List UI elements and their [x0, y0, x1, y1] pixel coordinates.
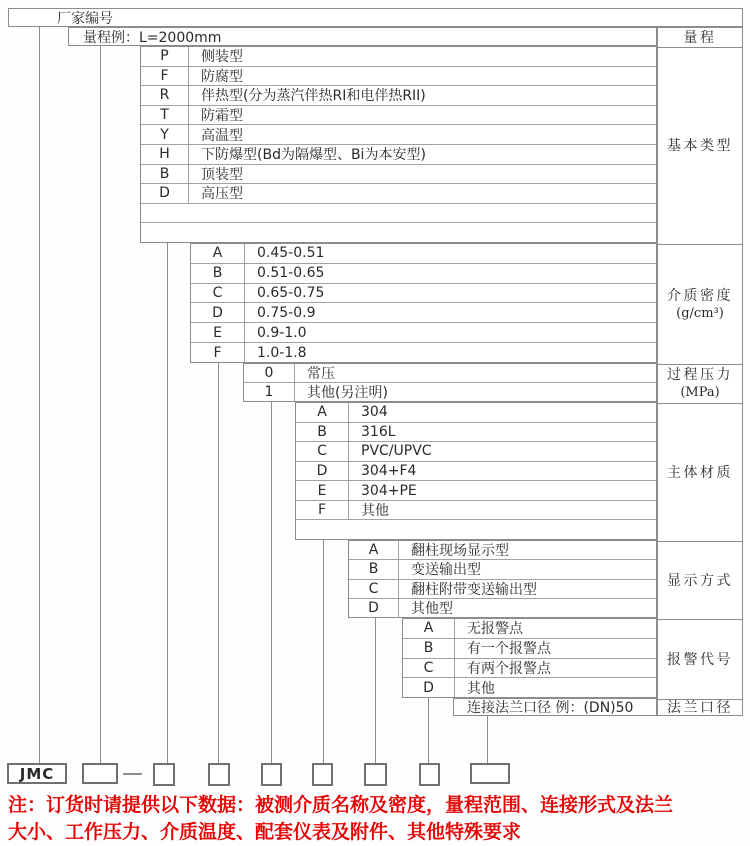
option-code: B [296, 423, 349, 442]
option-desc: PVC/UPVC [361, 443, 432, 460]
option-desc: 有一个报警点 [467, 641, 551, 658]
section-label-display-mode [658, 541, 742, 619]
connector-line-range [100, 46, 101, 763]
connector-line-display [375, 618, 376, 763]
option-code: C [191, 284, 245, 303]
code-box-alarm [419, 763, 440, 786]
table-row-empty [296, 519, 656, 539]
option-desc: 304+F4 [361, 463, 417, 480]
option-code: A [349, 541, 399, 559]
option-desc: 防霜型 [201, 108, 243, 125]
range-example-text: 量程例：L=2000mm [83, 29, 222, 46]
option-code: E [191, 323, 245, 342]
table-row [191, 342, 656, 362]
option-code: D [349, 599, 399, 617]
option-code: B [349, 560, 399, 578]
option-code: F [296, 501, 349, 520]
option-code: 0 [244, 364, 295, 382]
option-desc: 304+PE [361, 482, 417, 499]
medium-density-table [190, 243, 657, 363]
table-row [141, 124, 656, 144]
option-desc: 防腐型 [201, 68, 243, 85]
connector-line-pressure [271, 402, 272, 763]
model-prefix-box [7, 763, 67, 784]
option-desc: 0.9-1.0 [257, 324, 307, 341]
section-label-text: 报警代号 [667, 651, 733, 668]
option-desc: 下防爆型(Bd为隔爆型、Bi为本安型) [201, 147, 426, 164]
section-label-process-pressure [658, 364, 742, 403]
basic-type-table [140, 46, 657, 243]
option-code: Y [141, 125, 189, 144]
option-code: E [296, 481, 349, 500]
section-label-text: 基本类型 [667, 138, 733, 154]
connector-line-flange [487, 716, 488, 763]
option-desc: 翻柱现场显示型 [411, 543, 509, 560]
table-row [349, 579, 656, 598]
section-label-unit: (g/cm³) [676, 305, 724, 321]
flange-size-text: 连接法兰口径 例：(DN)50 [467, 700, 634, 716]
table-row [141, 66, 656, 86]
section-label-text: 显示方式 [667, 572, 733, 589]
section-label-text: 法兰口径 [667, 699, 733, 716]
option-code: B [141, 165, 189, 184]
option-code: C [349, 580, 399, 598]
table-row [244, 382, 656, 401]
table-row [296, 441, 656, 461]
section-label-text: 过程压力 [667, 367, 733, 383]
option-desc: 0.65-0.75 [257, 285, 325, 302]
section-label-basic-type [658, 47, 742, 244]
table-row [403, 658, 656, 678]
table-row [349, 541, 656, 559]
section-label-text: 主体材质 [667, 464, 733, 481]
table-row [296, 480, 656, 500]
code-box-flange [470, 763, 510, 784]
option-desc: 常压 [307, 366, 335, 382]
section-label-range [658, 28, 742, 47]
code-dash-separator [123, 773, 142, 775]
option-desc: 0.75-0.9 [257, 304, 316, 321]
table-row [349, 559, 656, 578]
option-code: D [296, 462, 349, 481]
option-code: 1 [244, 383, 295, 401]
alarm-code-table [402, 618, 657, 698]
option-code: D [403, 678, 455, 697]
table-row [296, 403, 656, 422]
flange-size-row [453, 698, 657, 716]
code-box-range [82, 763, 118, 784]
table-row [191, 283, 656, 303]
option-code: H [141, 145, 189, 164]
option-code: A [403, 619, 455, 638]
option-desc: 顶装型 [201, 166, 243, 183]
option-desc: 变送输出型 [411, 562, 481, 579]
table-row-empty [141, 203, 656, 223]
code-box-pressure [261, 763, 282, 786]
table-row [141, 164, 656, 184]
code-box-material [312, 763, 333, 786]
option-code: D [141, 184, 189, 203]
display-mode-table [348, 540, 657, 618]
connector-line-alarm [428, 698, 429, 763]
model-prefix-text: JMC [19, 764, 55, 783]
option-code: B [403, 639, 455, 658]
option-code: D [191, 303, 245, 322]
option-code: R [141, 86, 189, 105]
option-desc: 0.45-0.51 [257, 245, 325, 262]
table-row [191, 302, 656, 322]
range-row [68, 27, 657, 46]
option-code: B [191, 264, 245, 283]
code-box-density [208, 763, 230, 786]
process-pressure-table [243, 363, 657, 402]
table-row [141, 105, 656, 125]
table-row [141, 85, 656, 105]
option-code: F [141, 67, 189, 86]
table-row [141, 47, 656, 66]
option-desc: 侧装型 [201, 49, 243, 66]
table-row [191, 263, 656, 283]
code-box-display [364, 763, 387, 786]
option-code: C [403, 659, 455, 678]
section-label-alarm-code [658, 619, 742, 699]
manufacturer-number-row [8, 8, 743, 27]
option-desc: 高温型 [201, 127, 243, 144]
section-label-text: 介质密度 [667, 287, 733, 304]
option-desc: 其他型 [411, 600, 453, 617]
option-desc: 其他 [361, 503, 389, 520]
option-code: T [141, 106, 189, 125]
connector-line-basic-type [167, 243, 168, 763]
option-desc: 无报警点 [467, 621, 523, 638]
option-desc: 伴热型(分为蒸汽伴热RI和电伴热RII) [201, 88, 426, 105]
connector-line-material [323, 540, 324, 763]
option-desc: 有两个报警点 [467, 660, 551, 677]
option-desc: 其他(另注明) [307, 385, 388, 401]
option-desc: 1.0-1.8 [257, 344, 307, 361]
option-desc: 其他 [467, 680, 495, 697]
option-code: P [141, 47, 189, 66]
table-row [296, 461, 656, 481]
option-code: C [296, 442, 349, 461]
table-row-empty [141, 222, 656, 242]
manufacturer-number-label: 厂家编号 [57, 10, 113, 27]
table-row [403, 638, 656, 658]
table-row [141, 183, 656, 203]
table-row [403, 619, 656, 638]
option-code: F [191, 343, 245, 362]
section-label-unit: (MPa) [680, 385, 720, 400]
option-desc: 304 [361, 404, 388, 421]
option-code: A [191, 244, 245, 263]
connector-line-density [218, 363, 219, 763]
option-desc: 316L [361, 423, 396, 440]
table-row [349, 598, 656, 617]
table-row [244, 364, 656, 382]
option-code: A [296, 403, 349, 422]
option-desc: 0.51-0.65 [257, 265, 325, 282]
code-box-basic-type [153, 763, 175, 786]
option-desc: 翻柱附带变送输出型 [411, 581, 537, 598]
section-label-medium-density [658, 244, 742, 364]
connector-line-manufacturer [39, 27, 40, 763]
ordering-note-line2: 大小、工作压力、介质温度、配套仪表及附件、其他特殊要求 [8, 821, 522, 843]
table-row [191, 322, 656, 342]
ordering-note-line1: 注：订货时请提供以下数据：被测介质名称及密度，量程范围、连接形式及法兰 [8, 794, 674, 816]
ordering-note [8, 792, 748, 846]
table-row [296, 500, 656, 520]
option-desc: 高压型 [201, 186, 243, 203]
section-label-body-material [658, 403, 742, 541]
table-row [141, 144, 656, 164]
section-label-flange-size [658, 699, 742, 715]
table-row [191, 244, 656, 263]
section-label-column [657, 27, 743, 716]
section-label-text: 量程 [683, 29, 717, 46]
body-material-table [295, 402, 657, 540]
table-row [403, 677, 656, 697]
table-row [296, 422, 656, 442]
